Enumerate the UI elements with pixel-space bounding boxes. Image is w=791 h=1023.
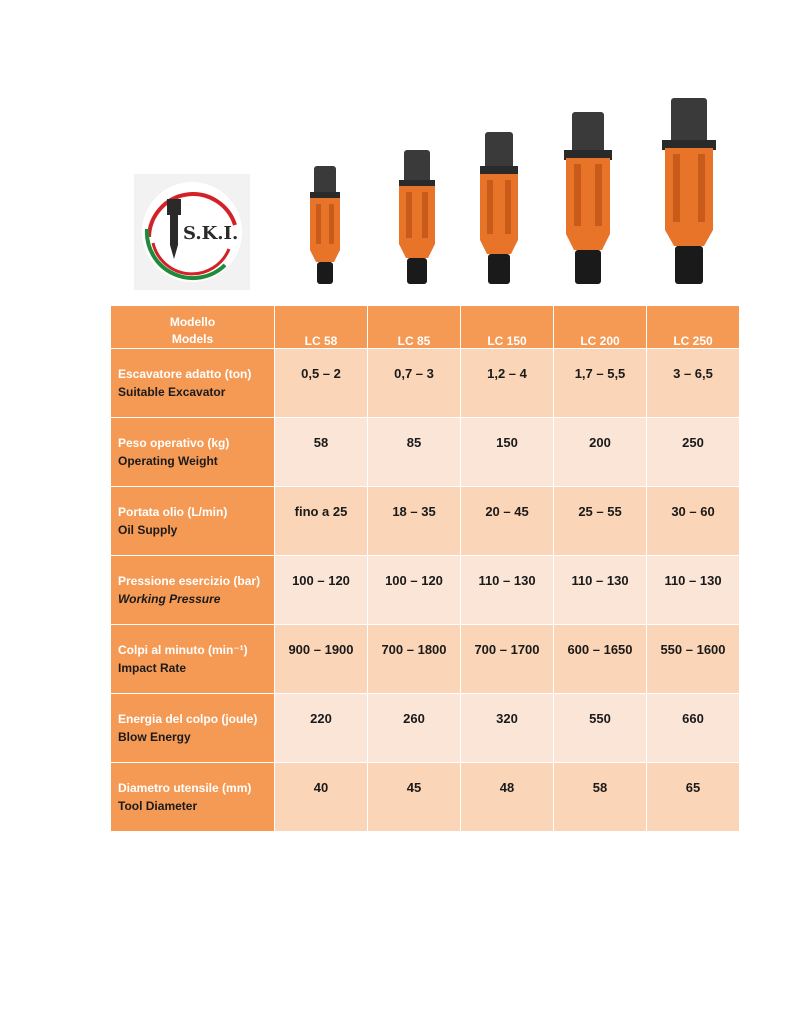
row-label-it: Escavatore adatto (ton) [118,367,252,381]
ski-logo-mark [137,177,247,287]
table-row-suitable-excavator [111,349,740,418]
row-label-en: Working Pressure [118,592,221,606]
table-row-oil-supply [111,487,740,556]
table-row-tool-diameter [111,763,740,832]
header-model-lc250: LC 250 [647,306,740,349]
table-cell: 18 – 35 [368,487,461,556]
table-cell: 100 – 120 [275,556,368,625]
breaker-image-lc58 [302,162,348,290]
breaker-image-lc150 [472,128,526,290]
row-label-en: Tool Diameter [118,799,198,813]
table-cell: 1,2 – 4 [461,349,554,418]
header-model-lc58: LC 58 [275,306,368,349]
row-label-it: Diametro utensile (mm) [118,781,252,795]
table-cell: 48 [461,763,554,832]
ski-logo [134,174,250,290]
table-cell: 58 [554,763,647,832]
table-row-impact-rate [111,625,740,694]
table-cell: 30 – 60 [647,487,740,556]
row-label [111,349,275,418]
row-label [111,625,275,694]
breaker-image-lc200 [558,108,618,290]
row-label-en: Suitable Excavator [118,385,226,399]
table-cell: 600 – 1650 [554,625,647,694]
table-cell: 58 [275,418,368,487]
row-label-it: Portata olio (L/min) [118,505,228,519]
table-row-operating-weight [111,418,740,487]
table-cell: 0,7 – 3 [368,349,461,418]
table-cell: 0,5 – 2 [275,349,368,418]
row-label [111,418,275,487]
table-cell: 220 [275,694,368,763]
spec-table [110,305,740,832]
row-label-it: Pressione esercizio (bar) [118,574,261,588]
row-label-it: Colpi al minuto (min⁻¹) [118,643,248,657]
table-cell: 150 [461,418,554,487]
header-model-lc200: LC 200 [554,306,647,349]
row-label-en: Oil Supply [118,523,178,537]
table-cell: 260 [368,694,461,763]
breaker-image-lc250 [656,94,722,290]
table-row-blow-energy [111,694,740,763]
header-label-en: Models [171,332,214,346]
table-cell: 110 – 130 [461,556,554,625]
logo-text: S.K.I. [183,223,239,244]
table-cell: 900 – 1900 [275,625,368,694]
header-model-lc150: LC 150 [461,306,554,349]
row-label-en: Impact Rate [118,661,187,675]
row-label-it: Peso operativo (kg) [118,436,230,450]
table-cell: 25 – 55 [554,487,647,556]
table-cell: 40 [275,763,368,832]
table-cell: 200 [554,418,647,487]
header-label-it: Modello [169,315,216,329]
table-cell: 110 – 130 [647,556,740,625]
row-label [111,694,275,763]
table-cell: 700 – 1800 [368,625,461,694]
table-cell: 65 [647,763,740,832]
row-label [111,556,275,625]
header-model-lc85: LC 85 [368,306,461,349]
table-cell: fino a 25 [275,487,368,556]
breaker-image-lc85 [390,146,444,290]
table-cell: 250 [647,418,740,487]
table-cell: 550 – 1600 [647,625,740,694]
table-cell: 100 – 120 [368,556,461,625]
row-label-it: Energia del colpo (joule) [118,712,258,726]
table-cell: 110 – 130 [554,556,647,625]
table-cell: 1,7 – 5,5 [554,349,647,418]
table-cell: 550 [554,694,647,763]
row-label-en: Operating Weight [118,454,218,468]
table-cell: 660 [647,694,740,763]
table-row-working-pressure [111,556,740,625]
table-cell: 320 [461,694,554,763]
table-cell: 3 – 6,5 [647,349,740,418]
table-cell: 20 – 45 [461,487,554,556]
table-cell: 85 [368,418,461,487]
row-label [111,487,275,556]
table-header-row [111,306,740,349]
table-cell: 700 – 1700 [461,625,554,694]
header-models-label [111,306,275,349]
row-label [111,763,275,832]
row-label-en: Blow Energy [118,730,191,744]
table-cell: 45 [368,763,461,832]
